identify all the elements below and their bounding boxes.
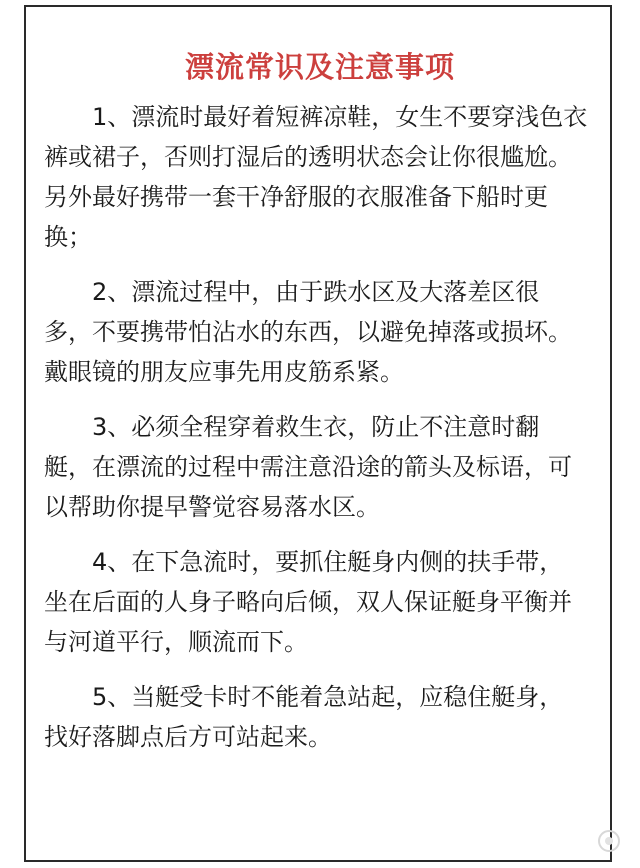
paragraph-2 [44,272,614,392]
paragraph-1 [44,97,614,257]
paragraph-line: 3、必须全程穿着救生衣，防止不注意时翻 [92,413,540,441]
paragraph-3 [44,407,614,527]
paragraph-line: 裤或裙子，否则打湿后的透明状态会让你很尴尬。 [44,143,572,171]
paragraph-line: 坐在后面的人身子略向后倾，双人保证艇身平衡并 [44,588,572,616]
document-title: 漂流常识及注意事项 [184,50,455,84]
paragraph-line: 另外最好携带一套干净舒服的衣服准备下船时更 [44,183,548,211]
document-body [44,97,614,772]
paragraph-line: 1、漂流时最好着短裤凉鞋，女生不要穿浅色衣 [92,103,588,131]
paragraph-line: 4、在下急流时，要抓住艇身内侧的扶手带， [92,548,564,576]
paragraph-line: 以帮助你提早警觉容易落水区。 [44,493,380,521]
paragraph-line: 5、当艇受卡时不能着急站起，应稳住艇身， [92,683,564,711]
paragraph-line: 换； [44,223,92,251]
paragraph-4 [44,542,614,662]
paragraph-line: 艇，在漂流的过程中需注意沿途的箭头及标语，可 [44,453,572,481]
paragraph-line: 2、漂流过程中，由于跌水区及大落差区很 [92,278,540,306]
paragraph-line: 多，不要携带怕沾水的东西，以避免掉落或损坏。 [44,318,572,346]
paragraph-line: 戴眼镜的朋友应事先用皮筋系紧。 [44,358,404,386]
paragraph-5 [44,677,614,757]
watermark-icon [596,828,622,854]
paragraph-line: 与河道平行，顺流而下。 [44,628,308,656]
paragraph-line: 找好落脚点后方可站起来。 [44,723,332,751]
